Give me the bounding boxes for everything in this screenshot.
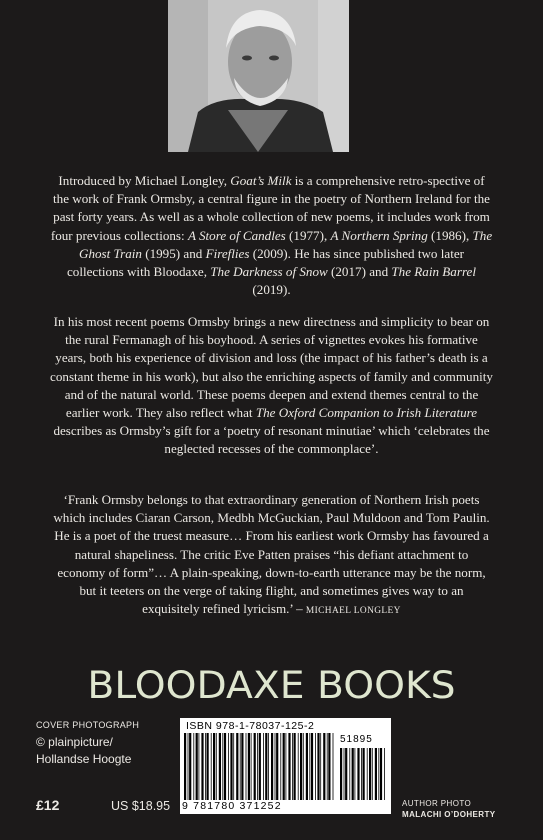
author-photo-image [168,0,349,152]
isbn-number: ISBN 978-1-78037-125-2 [186,720,315,732]
isbn-barcode [180,718,391,814]
cover-photo-credit [36,717,166,768]
quote-attribution: MICHAEL LONGLEY [305,606,401,617]
barcode-addon-number: 51895 [340,734,373,745]
blurb-paragraph-2: In his most recent poems Ormsby brings a new directness and simplicity to bear on the rural Fermanagh of his boyhood. A series of vignettes evokes his formative years, both his experience of division and loss (the impact of his father’s death is a constant theme in his work), but also the enriching aspects of family and community and of the natural world. These poems deepen and extend themes central to the earlier work. They also reflect what The Oxford Companion to Irish Literature describes as Ormsby’s gift for a ‘poetry of resonant minutiae’ which ‘celebrates the neglected recesses of the commonplace’. [50,314,493,457]
cover-credit-line-2: Hollandse Hoogte [36,752,132,766]
price-us: US $18.95 [111,799,171,813]
blurb-paragraph-1: Introduced by Michael Longley, Goat’s Milk is a comprehensive retro-spective of the work of Frank Ormsby, a central figure in the poetry of Northern Ireland for the past forty years. As well as a whole collection of new poems, it includes work from four previous collections: A Store of Candles (1977), A Northern Spring (1986), The Ghost Train (1995) and Fireflies (2009). He has since published two later collections with Bloodaxe, The Darkness of Snow (2017) and The Rain Barrel (2019). [50,173,493,298]
cover-credit-label: COVER PHOTOGRAPH [36,720,140,730]
cover-credit-line-1: © plainpicture/ [36,735,113,749]
publisher-logo: BLOODAXE BOOKS [87,664,456,707]
author-photo-credit [402,798,495,820]
author-photo-label: AUTHOR PHOTO [402,799,472,808]
blurb-paragraph-3-quote: ‘Frank Ormsby belongs to that extraordinary generation of Northern Irish poets which includes Ciaran Carson, Medbh McGuckian, Paul Muldoon and Tom Paulin. He is a poet of the truest measure… From his earliest work Ormsby has favoured a natural shapeliness. The critic Eve Patten praises “his defiant attachment to economy of form”… A plain-speaking, down-to-earth utterance may be the norm, but it teeters on the verge of taking flight, and sometimes gives way to an exquisitely refined lyricism.’ – MICHAEL LONGLEY [53,492,490,617]
author-photo-name: MALACHI O’DOHERTY [402,810,496,819]
ean-digits: 9 781780 371252 [182,800,282,812]
ean-barcode-bars [184,733,334,800]
price-uk: £12 [36,797,60,813]
addon-barcode-bars [340,748,386,800]
